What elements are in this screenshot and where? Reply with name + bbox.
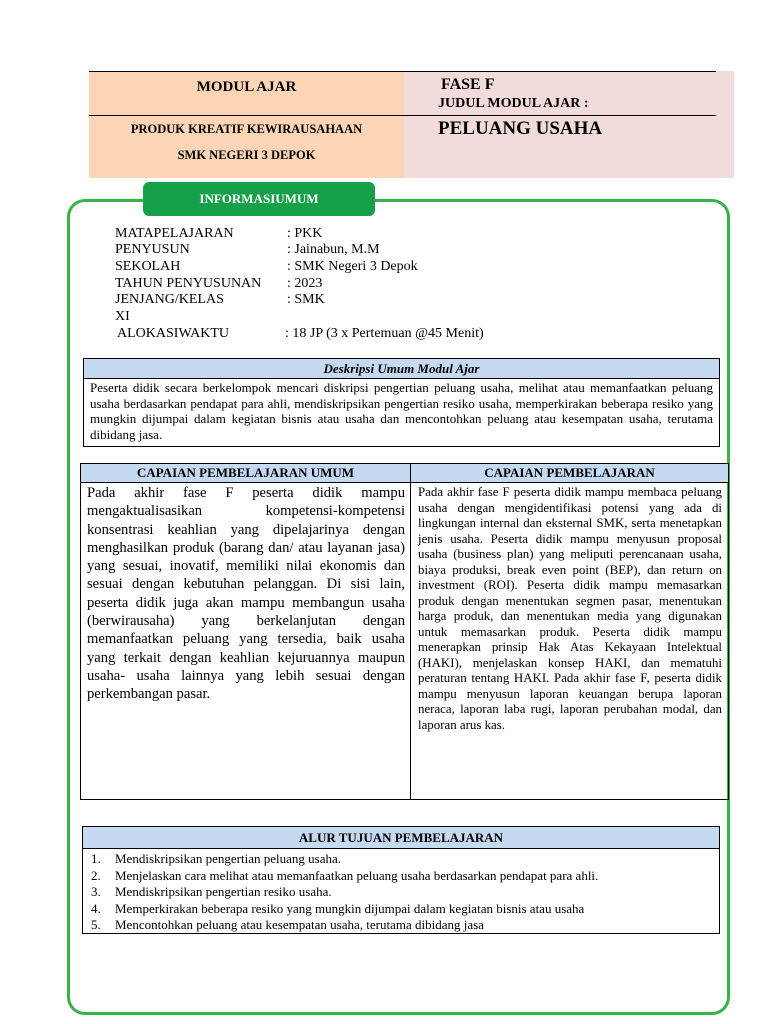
description-text: Peserta didik secara berkelompok mencari diskripsi pengertian peluang usaha, melihat atau memanfaatkan peluang usaha berdasarkan pendapat para ahli, mendiskripsikan pengertian resiko usaha, memperkirakan beberapa resiko yang mungkin dijumpai dalam kegiatan bisnis atau usaha dan mencontohkan peluang atau kesempatan usaha, terutama dibidang jasa.	[90, 380, 713, 442]
list-item	[91, 868, 719, 885]
info-label: TAHUN PENYUSUNAN	[115, 276, 262, 291]
module-header	[89, 71, 734, 178]
item-number: 1.	[91, 851, 101, 866]
info-value: : Jainabun, M.M	[287, 242, 380, 257]
phase-label: FASE F	[441, 76, 495, 93]
learning-objectives-heading: ALUR TUJUAN PEMBELAJARAN	[83, 827, 719, 849]
column-divider	[410, 464, 411, 799]
info-value: : 2023	[287, 276, 323, 291]
item-text: Mendiskripsikan pengertian resiko usaha.	[115, 884, 332, 899]
outcomes-text: Pada akhir fase F peserta didik mampu membaca peluang usaha dengan mengidentifikasi potensi yang ada di lingkungan internal dan eksternal SMK, serta menetapkan jenis usaha. Peserta didik mampu menyusun proposal usaha (business plan) yang meliputi perencanaan usaha, biaya produksi, break even point (BEP), dan return on investment (ROI). Peserta didik mampu memasarkan produk dengan menentukan segmen pasar, menentukan harga produk, dan menentukan media yang digunakan untuk memasarkan produk. Peserta didik mampu menerapkan prinsip Hak Atas Kekayaan Intelektual (HAKI), menjelaskan konsep HAKI, dan mematuhi peraturan tentang HAKI. Pada akhir fase F, peserta didik mampu menyusun laporan keuangan berupa laporan neraca, laporan laba rugi, laporan perubahan modal, dan laporan arus kas.	[418, 485, 722, 732]
info-label: ALOKASIWAKTU	[117, 326, 229, 341]
item-number: 2.	[91, 867, 101, 883]
info-label: MATAPELAJARAN	[115, 226, 234, 241]
header-middle-rule	[89, 115, 716, 116]
list-item	[91, 851, 719, 868]
learning-outcomes-table	[80, 463, 729, 800]
learning-objectives-list	[83, 849, 719, 934]
list-item	[91, 901, 719, 918]
info-value: : SMK	[287, 292, 325, 307]
general-outcomes-heading: CAPAIAN PEMBELAJARAN UMUM	[81, 464, 410, 483]
info-value: : PKK	[287, 226, 323, 241]
item-number: 5.	[91, 917, 101, 932]
description-table	[83, 358, 720, 447]
info-label: SEKOLAH	[115, 259, 181, 274]
info-value: : SMK Negeri 3 Depok	[287, 259, 418, 274]
module-topic: PELUANG USAHA	[438, 118, 603, 139]
item-number: 3.	[91, 884, 101, 899]
item-text: Mendiskripsikan pengertian peluang usaha.	[115, 851, 341, 866]
item-text: Mencontohkan peluang atau kesempatan usaha, terutama dibidang jasa	[115, 917, 484, 932]
info-label: JENJANG/KELAS	[115, 292, 224, 307]
info-label: XI	[115, 309, 130, 324]
learning-objectives-table	[82, 826, 720, 934]
list-item	[91, 884, 719, 901]
outcomes-heading: CAPAIAN PEMBELAJARAN	[411, 464, 728, 483]
item-text: Menjelaskan cara melihat atau memanfaatkan peluang usaha berdasarkan pendapat para ahli.	[115, 867, 599, 883]
item-number: 4.	[91, 900, 101, 916]
info-value: : 18 JP (3 x Pertemuan @45 Menit)	[285, 326, 484, 341]
header-top-rule	[89, 71, 716, 72]
section-pill-informasi-umum: INFORMASIUMUM	[143, 182, 375, 216]
list-item	[91, 917, 719, 934]
general-outcomes-text: Pada akhir fase F peserta didik mampu mengaktualisasikan kompetensi-kompetensi konsentrasi keahlian yang dipelajarinya dengan menghasilkan produk (barang dan/ atau layanan jasa) yang sesuai, inovatif, memiliki nilai ekonomis dan sesuai dengan kebutuhan pelanggan. Di sisi lain, peserta didik juga akan mampu membangun usaha (berwirausaha) yang berkelanjutan dengan memanfaatkan peluang yang tersedia, baik usaha yang terkait dengan keahlian kejuruannya maupun usaha- usaha lainnya yang lebih sesuai dengan perkembangan pasar.	[87, 485, 405, 703]
info-label: PENYUSUN	[115, 242, 190, 257]
item-text: Memperkirakan beberapa resiko yang mungkin dijumpai dalam kegiatan bisnis atau usaha	[115, 900, 585, 916]
module-title-label: JUDUL MODUL AJAR :	[438, 96, 589, 111]
subject-name: PRODUK KREATIF KEWIRAUSAHAAN	[130, 122, 363, 136]
description-heading: Deskripsi Umum Modul Ajar	[84, 359, 719, 379]
school-name: SMK NEGERI 3 DEPOK	[177, 148, 316, 162]
module-title: MODUL AJAR	[196, 79, 297, 95]
